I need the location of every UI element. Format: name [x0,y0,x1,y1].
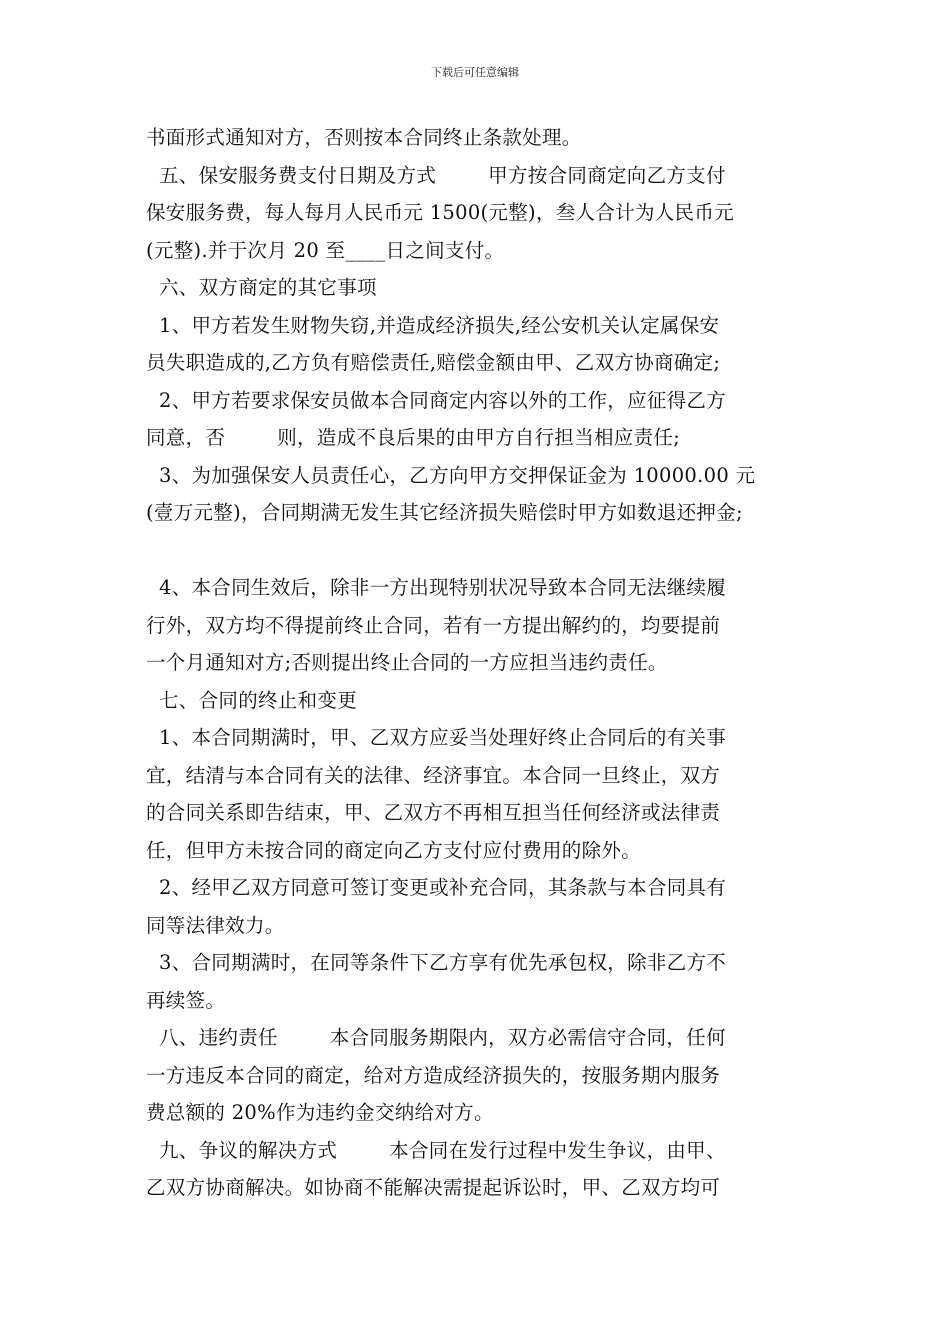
text-line: 费总额的 20%作为违约金交纳给对方。 [146,1101,494,1124]
section-heading-other-matters: 六、双方商定的其它事项 [146,276,377,299]
text-line: 的合同关系即告结束，甲、乙双方不再相互担当任何经济或法律责 [146,801,721,824]
page-header: 下载后可任意编辑 [431,66,519,79]
text-line: 3、为加强保安人员责任心，乙方向甲方交押保证金为 10000.00 元 [146,463,756,487]
text-line: 2、甲方若要求保安员做本合同商定内容以外的工作，应征得乙方 [146,388,727,412]
section-heading-payment: 五、保安服务费支付日期及方式 甲方按合同商定向乙方支付 [146,163,726,187]
text-line: 保安服务费，每人每月人民币元 1500(元整)，叁人合计为人民币元 [146,201,734,224]
text-line: (元整).并于次月 20 至____日之间支付。 [146,238,505,262]
text-line: 同意，否 则，造成不良后果的由甲方自行担当相应责任; [146,426,681,449]
section-heading-dispute: 九、争议的解决方式 本合同在发行过程中发生争议，由甲、 [146,1138,726,1162]
text-line: 同等法律效力。 [146,913,285,937]
text-line: 再续签。 [146,988,226,1012]
blank-line [146,532,816,570]
text-line: 宜，结清与本合同有关的法律、经济事宜。本合同一旦终止，双方 [146,763,721,787]
text-line: 2、经甲乙双方同意可签订变更或补充合同，其条款与本合同具有 [146,876,727,899]
text-line: 员失职造成的,乙方负有赔偿责任,赔偿金额由甲、乙双方协商确定; [146,351,721,374]
text-line: 行外，双方均不得提前终止合同，若有一方提出解约的，均要提前 [146,613,721,637]
text-line: 任，但甲方未按合同的商定向乙方支付应付费用的除外。 [146,838,642,862]
text-line: 3、合同期满时，在同等条件下乙方享有优先承包权，除非乙方不 [146,951,727,974]
text-line: (壹万元整)，合同期满无发生其它经济损失赔偿时甲方如数退还押金; [146,501,743,524]
text-line: 一个月通知对方;否则提出终止合同的一方应担当违约责任。 [146,651,668,674]
text-line: 1、本合同期满时，甲、乙双方应妥当处理好终止合同后的有关事 [146,726,727,749]
text-line: 乙双方协商解决。如协商不能解决需提起诉讼时，甲、乙双方均可 [146,1176,721,1199]
section-heading-termination: 七、合同的终止和变更 [146,688,357,712]
text-line: 一方违反本合同的商定，给对方造成经济损失的，按服务期内服务 [146,1063,721,1087]
text-line: 4、本合同生效后，除非一方出现特别状况导致本合同无法继续履 [146,576,727,599]
text-line: 1、甲方若发生财物失窃,并造成经济损失,经公安机关认定属保安 [146,313,720,337]
text-line: 书面形式通知对方，否则按本合同终止条款处理。 [146,126,582,149]
contract-body [146,119,816,1207]
section-heading-breach: 八、违约责任 本合同服务期限内，双方必需信守合同，任何 [146,1026,726,1049]
